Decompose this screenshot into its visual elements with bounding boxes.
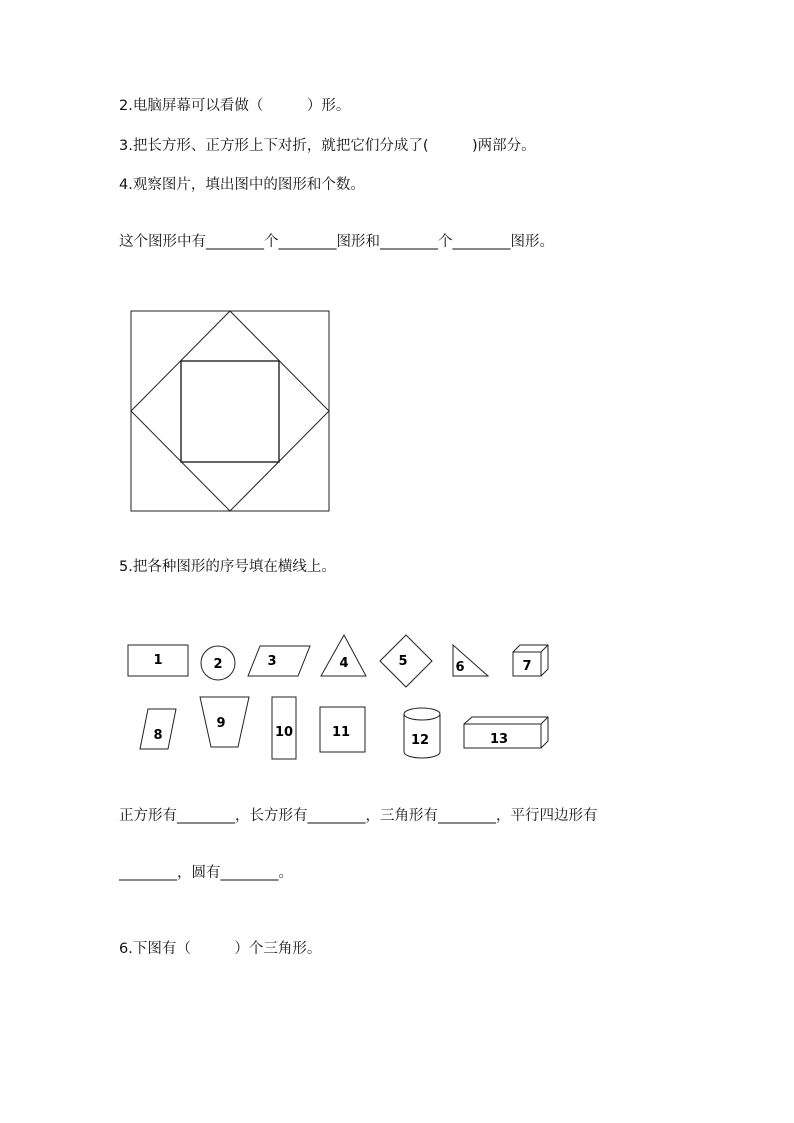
outer-square	[131, 311, 329, 511]
shape-11-label: 11	[331, 725, 351, 740]
shape-7-label: 7	[522, 659, 532, 674]
shape-12-cylinder	[404, 708, 440, 720]
shape-13-label: 13	[489, 732, 509, 747]
shape-10-label: 10	[274, 725, 294, 740]
question-3: 3.把长方形、正方形上下对折，就把它们分成了( )两部分。	[119, 138, 536, 154]
shape-3-parallelogram	[248, 646, 310, 676]
shape-4-label: 4	[339, 656, 349, 671]
shape-6-label: 6	[455, 660, 465, 675]
numbered-shapes-figure	[120, 625, 560, 765]
question-5: 5.把各种图形的序号填在横线上。	[119, 559, 336, 575]
question-5-fill-line-2: ________，圆有________。	[119, 865, 293, 881]
shape-3-label: 3	[267, 654, 277, 669]
rotated-square	[131, 311, 329, 511]
shape-2-label: 2	[213, 657, 223, 672]
question-6: 6.下图有（ ）个三角形。	[119, 941, 322, 957]
shape-8-label: 8	[153, 728, 163, 743]
question-5-fill-line-1: 正方形有________，长方形有________，三角形有________，平行四边形有	[119, 808, 598, 824]
shape-9-label: 9	[216, 716, 226, 731]
nested-squares-figure	[128, 308, 333, 516]
shape-5-label: 5	[398, 654, 408, 669]
shape-1-label: 1	[153, 653, 163, 668]
question-2: 2.电脑屏幕可以看做（ ）形。	[119, 98, 351, 114]
question-4: 4.观察图片，填出图中的图形和个数。	[119, 177, 365, 193]
shape-12-label: 12	[410, 733, 430, 748]
inner-square	[181, 361, 279, 462]
question-4-fill-line: 这个图形中有________个________图形和________个________图形。	[119, 234, 554, 250]
